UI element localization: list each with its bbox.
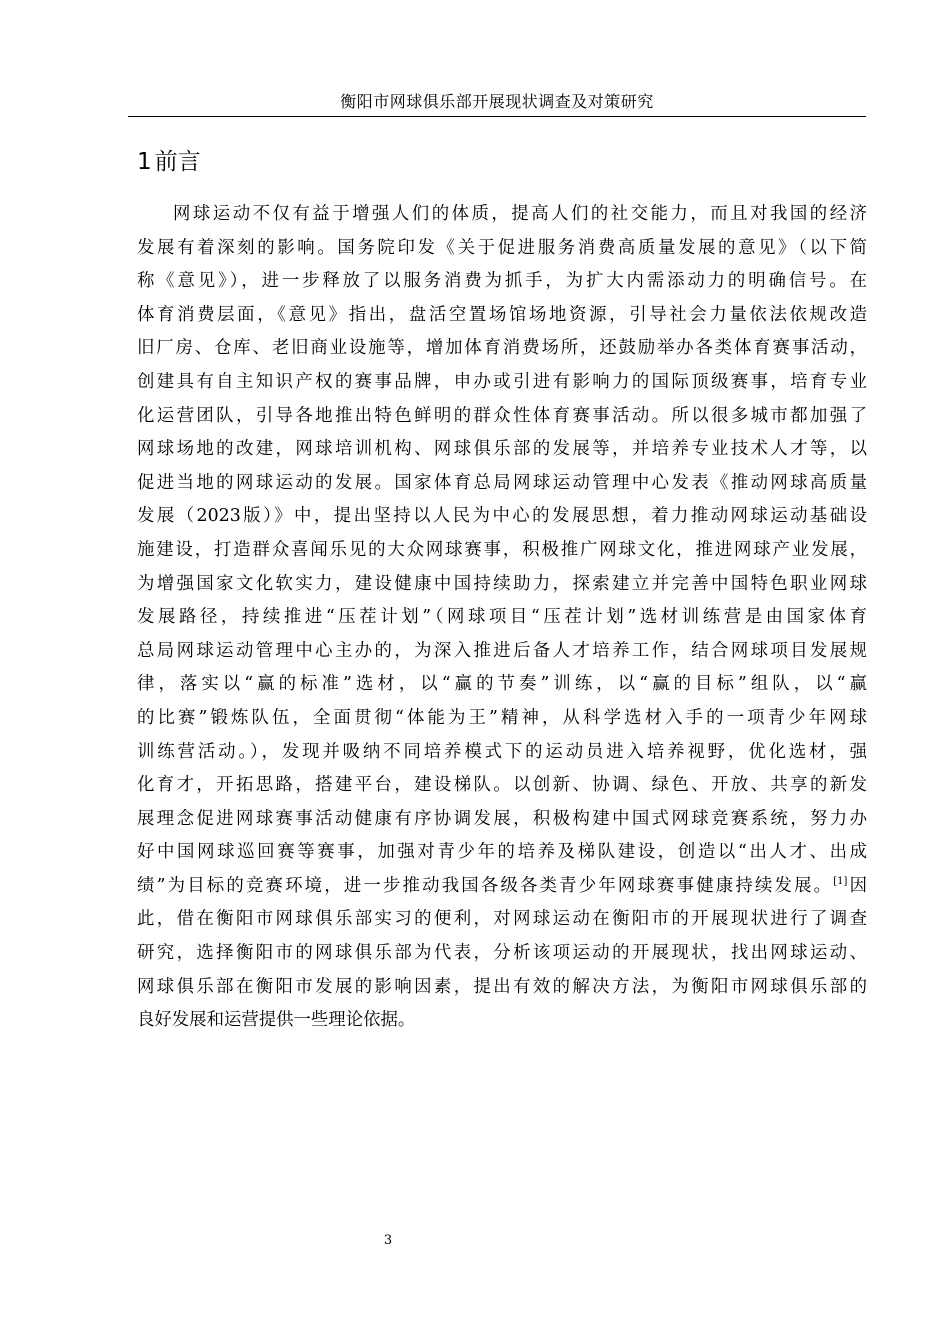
body-paragraph [137,198,867,1038]
paragraph-line: 施建设，打造群众喜闻乐见的大众网球赛事，积极推广网球文化，推进网球产业发展， [137,539,867,560]
paragraph-line: 好中国网球巡回赛等赛事，加强对青少年的培养及梯队建设，创造以“出人才、出成 [137,842,867,863]
paragraph-line: 总局网球运动管理中心主办的，为深入推进后备人才培养工作，结合网球项目发展规 [137,640,867,661]
paragraph-line: 为增强国家文化软实力，建设健康中国持续助力，探索建立并完善中国特色职业网球 [137,573,867,594]
header-divider [128,116,866,117]
page-number: 3 [383,1233,393,1248]
paragraph-line: 发展有着深刻的影响。国务院印发《关于促进服务消费高质量发展的意见》（以下简 [137,237,867,258]
paragraph-line: 训练营活动。），发现并吸纳不同培养模式下的运动员进入培养视野，优化选材，强 [137,741,867,762]
citation-reference[interactable]: [1] [833,876,848,888]
paragraph-line: 网球场地的改建，网球培训机构、网球俱乐部的发展等，并培养专业技术人才等，以 [137,439,867,460]
paragraph-line: 创建具有自主知识产权的赛事品牌，申办或引进有影响力的国际顶级赛事，培育专业 [137,371,867,392]
paragraph-line: 良好发展和运营提供一些理论依据。 [137,1010,416,1031]
paragraph-line: 化育才，开拓思路，搭建平台，建设梯队。以创新、协调、绿色、开放、共享的新发 [137,775,867,796]
paragraph-line: 网球运动不仅有益于增强人们的体质，提高人们的社交能力，而且对我国的经济 [173,204,867,224]
paragraph-line: 体育消费层面，《意见》指出，盘活空置场馆场地资源，引导社会力量依法依规改造 [137,304,867,325]
line-text: 因 [847,875,867,896]
paragraph-line: 化运营团队，引导各地推出特色鲜明的群众性体育赛事活动。所以很多城市都加强了 [137,405,867,426]
section-heading [137,147,201,177]
line-text: 绩”为目标的竞赛环境，进一步推动我国各级各类青少年网球赛事健康持续发展。 [137,875,834,896]
paragraph-line: 旧厂房、仓库、老旧商业设施等，增加体育消费场所，还鼓励举办各类体育赛事活动， [137,338,867,359]
paragraph-line: 律，落实以“赢的标准”选材，以“赢的节奏”训练，以“赢的目标”组队，以“赢 [137,674,867,695]
paragraph-line: 发展路径，持续推进“压茬计划”（网球项目“压茬计划”选材训练营是由国家体育 [137,607,867,628]
paragraph-line: 促进当地的网球运动的发展。国家体育总局网球运动管理中心发表《推动网球高质量 [137,472,867,493]
paragraph-line: 称《意见》），进一步释放了以服务消费为抓手，为扩大内需添动力的明确信号。在 [137,271,867,292]
paragraph-line: 发展（2023版）》中，提出坚持以人民为中心的发展思想，着力推动网球运动基础设 [137,506,867,527]
paragraph-line: 展理念促进网球赛事活动健康有序协调发展，积极构建中国式网球竞赛系统，努力办 [137,808,867,829]
section-title: 前言 [154,149,201,175]
paragraph-line: 的比赛”锻炼队伍，全面贯彻“体能为王”精神，从科学选材入手的一项青少年网球 [137,707,867,728]
paragraph-line: 此，借在衡阳市网球俱乐部实习的便利，对网球运动在衡阳市的开展现状进行了调查 [137,909,867,930]
running-header: 衡阳市网球俱乐部开展现状调查及对策研究 [340,92,654,111]
section-number: 1 [137,149,152,175]
paragraph-line: 网球俱乐部在衡阳市发展的影响因素，提出有效的解决方法，为衡阳市网球俱乐部的 [137,976,867,997]
paragraph-line: 研究，选择衡阳市的网球俱乐部为代表，分析该项运动的开展现状，找出网球运动、 [137,943,867,964]
paragraph-line-with-citation [137,870,867,904]
